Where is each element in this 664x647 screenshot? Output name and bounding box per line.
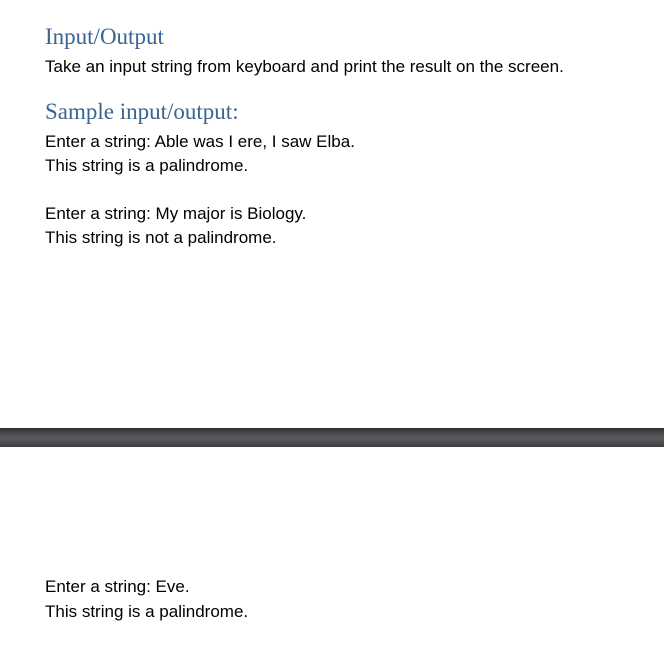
example-3-output: This string is a palindrome. [45,602,249,621]
sample-heading: Sample input/output: [45,99,239,124]
document-page-2 [0,447,664,647]
example-3-input: Enter a string: Eve. [45,577,190,596]
example-2-output: This string is not a palindrome. [45,228,277,247]
input-output-heading: Input/Output [45,24,164,49]
example-2-input: Enter a string: My major is Biology. [45,204,307,223]
page-break-separator [0,428,664,447]
example-1-input: Enter a string: Able was I ere, I saw Elba. [45,132,355,151]
example-1-output: This string is a palindrome. [45,156,249,175]
input-output-description: Take an input string from keyboard and print the result on the screen. [45,57,564,76]
